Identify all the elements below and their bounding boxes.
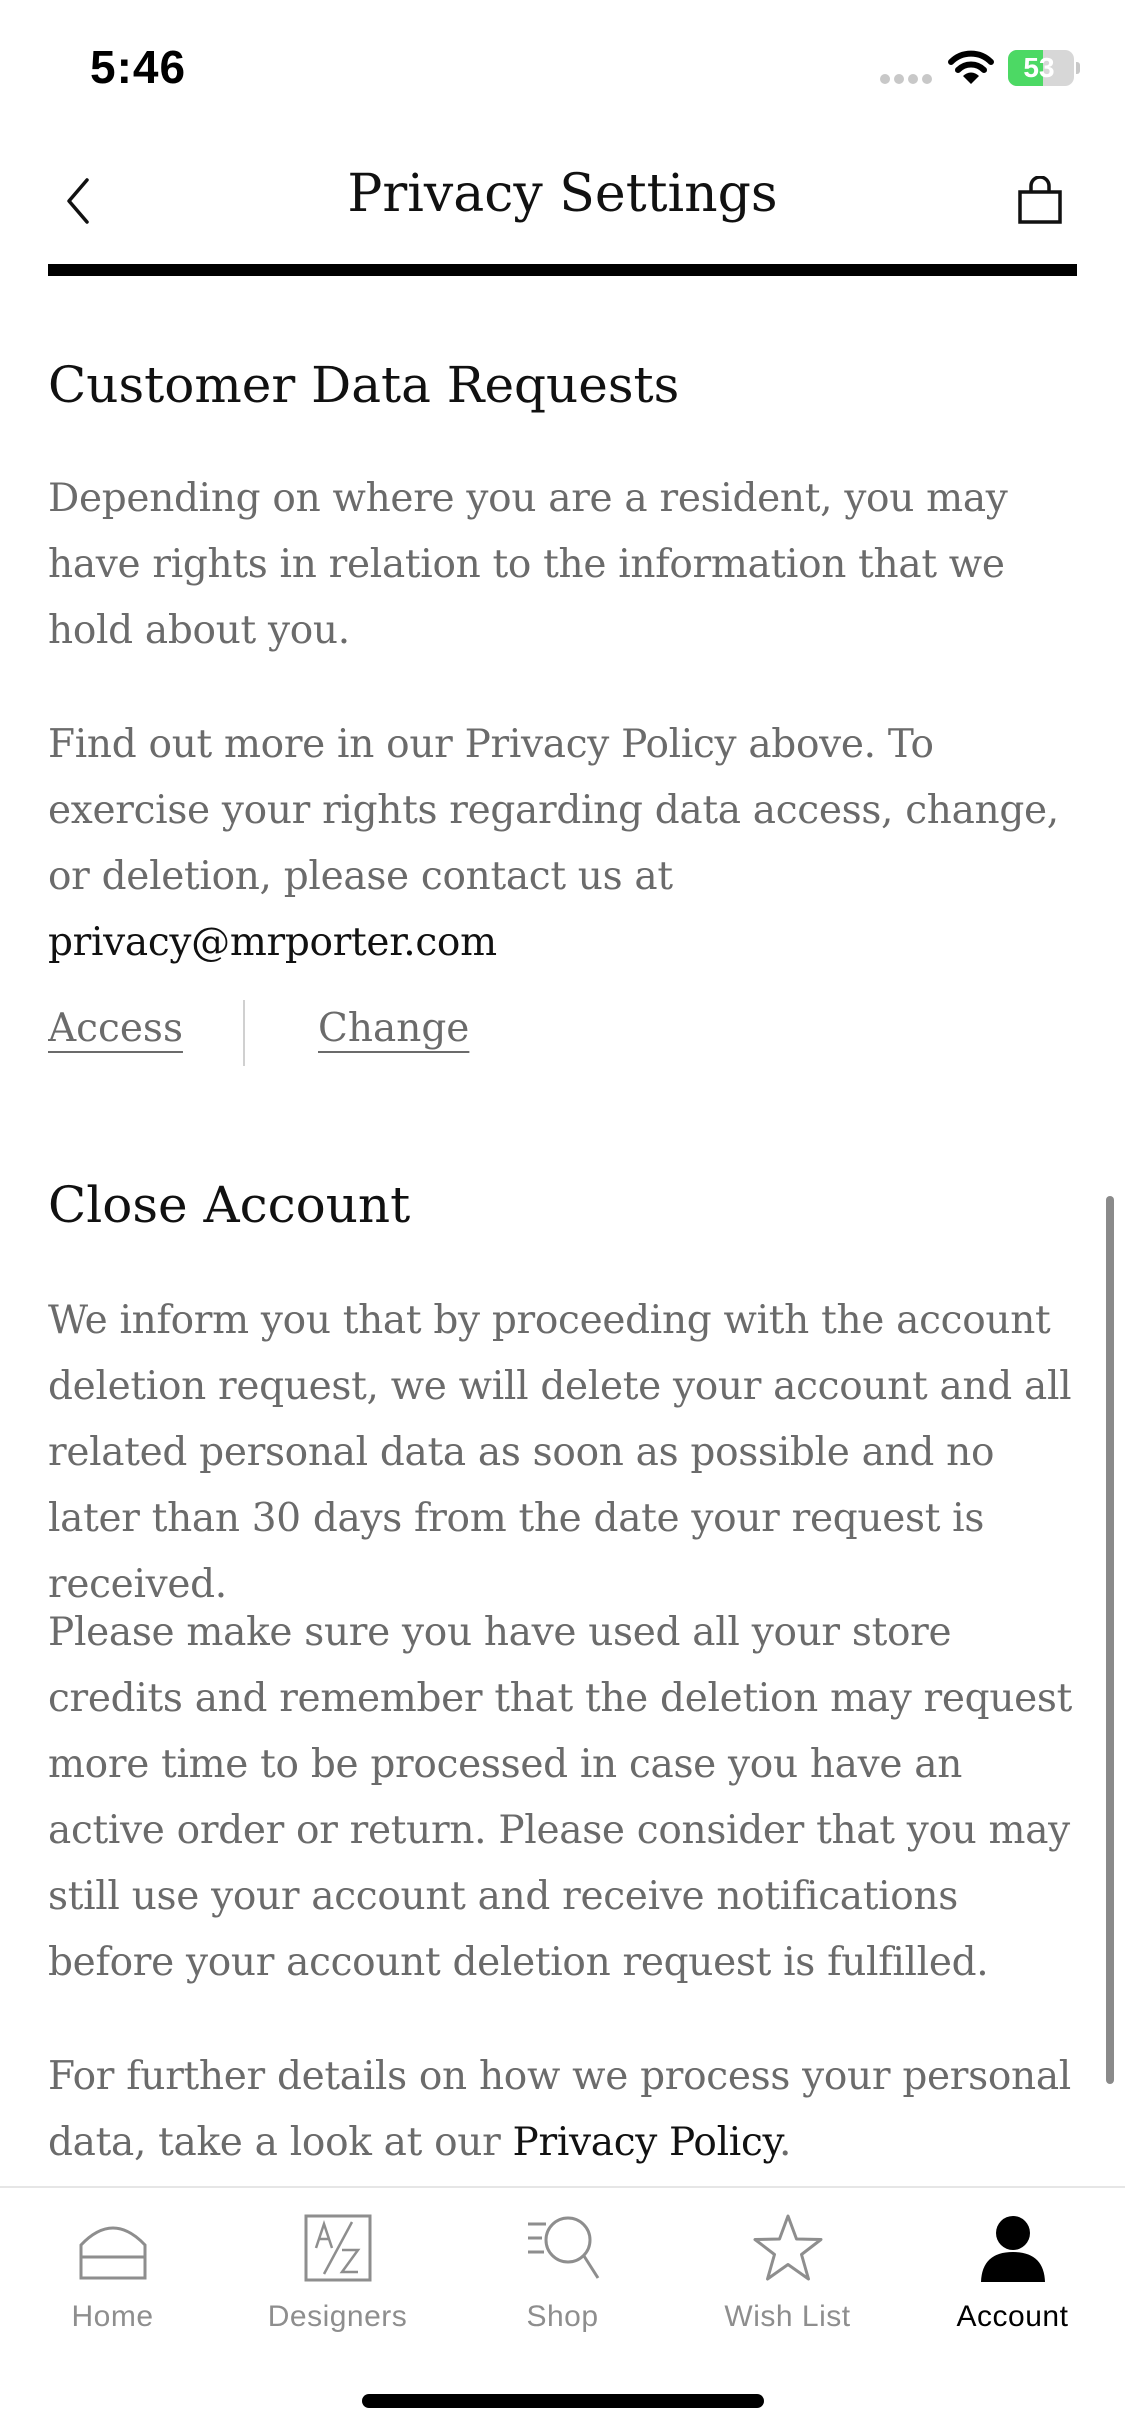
privacy-policy-link[interactable]: Privacy Policy (512, 2120, 780, 2165)
close-account-paragraph-2: Please make sure you have used all your store credits and remember that the deletion may request more time to be processed in case you have an active order or return. Please consider that you may still use your account and receive notifications before your account deletion request is fulfilled. (48, 1610, 1073, 1985)
close-account-paragraph-1: We inform you that by proceeding with the account deletion request, we will delete your account and all related personal data as soon as possible and no later than 30 days from the date your request is received. (48, 1298, 1072, 1607)
tab-designers-label: Designers (267, 2300, 408, 2333)
battery-icon (1008, 50, 1078, 86)
tab-shop-label: Shop (526, 2300, 599, 2333)
close-account-paragraph-3 (48, 2044, 1077, 2176)
shop-search-icon (526, 2214, 600, 2282)
scrollbar[interactable] (1106, 1196, 1114, 2084)
tab-account[interactable] (900, 2208, 1125, 2358)
change-link[interactable]: Change (318, 1006, 470, 1051)
tab-designers[interactable] (225, 2208, 450, 2358)
link-divider (243, 1000, 245, 1066)
contact-text: Find out more in our Privacy Policy above. To exercise your rights regarding data access, change, or deletion, please contact us at (48, 722, 1059, 899)
tab-account-label: Account (956, 2300, 1069, 2333)
privacy-email-link[interactable]: privacy@mrporter.com (48, 920, 497, 965)
header-divider (48, 264, 1077, 276)
battery-level: 53 (1023, 52, 1055, 83)
privacy-content[interactable] (48, 276, 1077, 2186)
status-bar (0, 0, 1125, 140)
tab-wish-list-label: Wish List (724, 2300, 851, 2333)
customer-data-paragraph: Depending on where you are a resident, you may have rights in relation to the information that we hold about you. (48, 476, 1008, 653)
cellular-signal-icon (880, 74, 934, 88)
tab-home-label: Home (71, 2300, 154, 2333)
page-title: Privacy Settings (347, 164, 778, 224)
account-person-icon (980, 2214, 1046, 2282)
nav-header (0, 140, 1125, 276)
customer-data-title: Customer Data Requests (48, 356, 680, 414)
details-suffix: . (779, 2120, 792, 2165)
data-request-links (48, 1006, 1077, 1076)
tab-shop[interactable] (450, 2208, 675, 2358)
status-time: 5:46 (90, 41, 187, 93)
tab-wish-list[interactable] (675, 2208, 900, 2358)
home-icon (78, 2215, 148, 2281)
details-text: For further details on how we process your personal data, take a look at our (48, 2054, 1071, 2165)
wifi-icon (948, 50, 994, 86)
home-indicator[interactable] (362, 2394, 764, 2408)
star-icon (752, 2213, 824, 2283)
contact-paragraph (48, 712, 1077, 976)
close-account-title: Close Account (48, 1176, 411, 1234)
tab-home[interactable] (0, 2208, 225, 2358)
access-link[interactable]: Access (48, 1006, 183, 1051)
shopping-bag-button[interactable] (1012, 166, 1068, 236)
shopping-bag-icon (1017, 176, 1063, 226)
designers-az-icon (304, 2214, 372, 2282)
